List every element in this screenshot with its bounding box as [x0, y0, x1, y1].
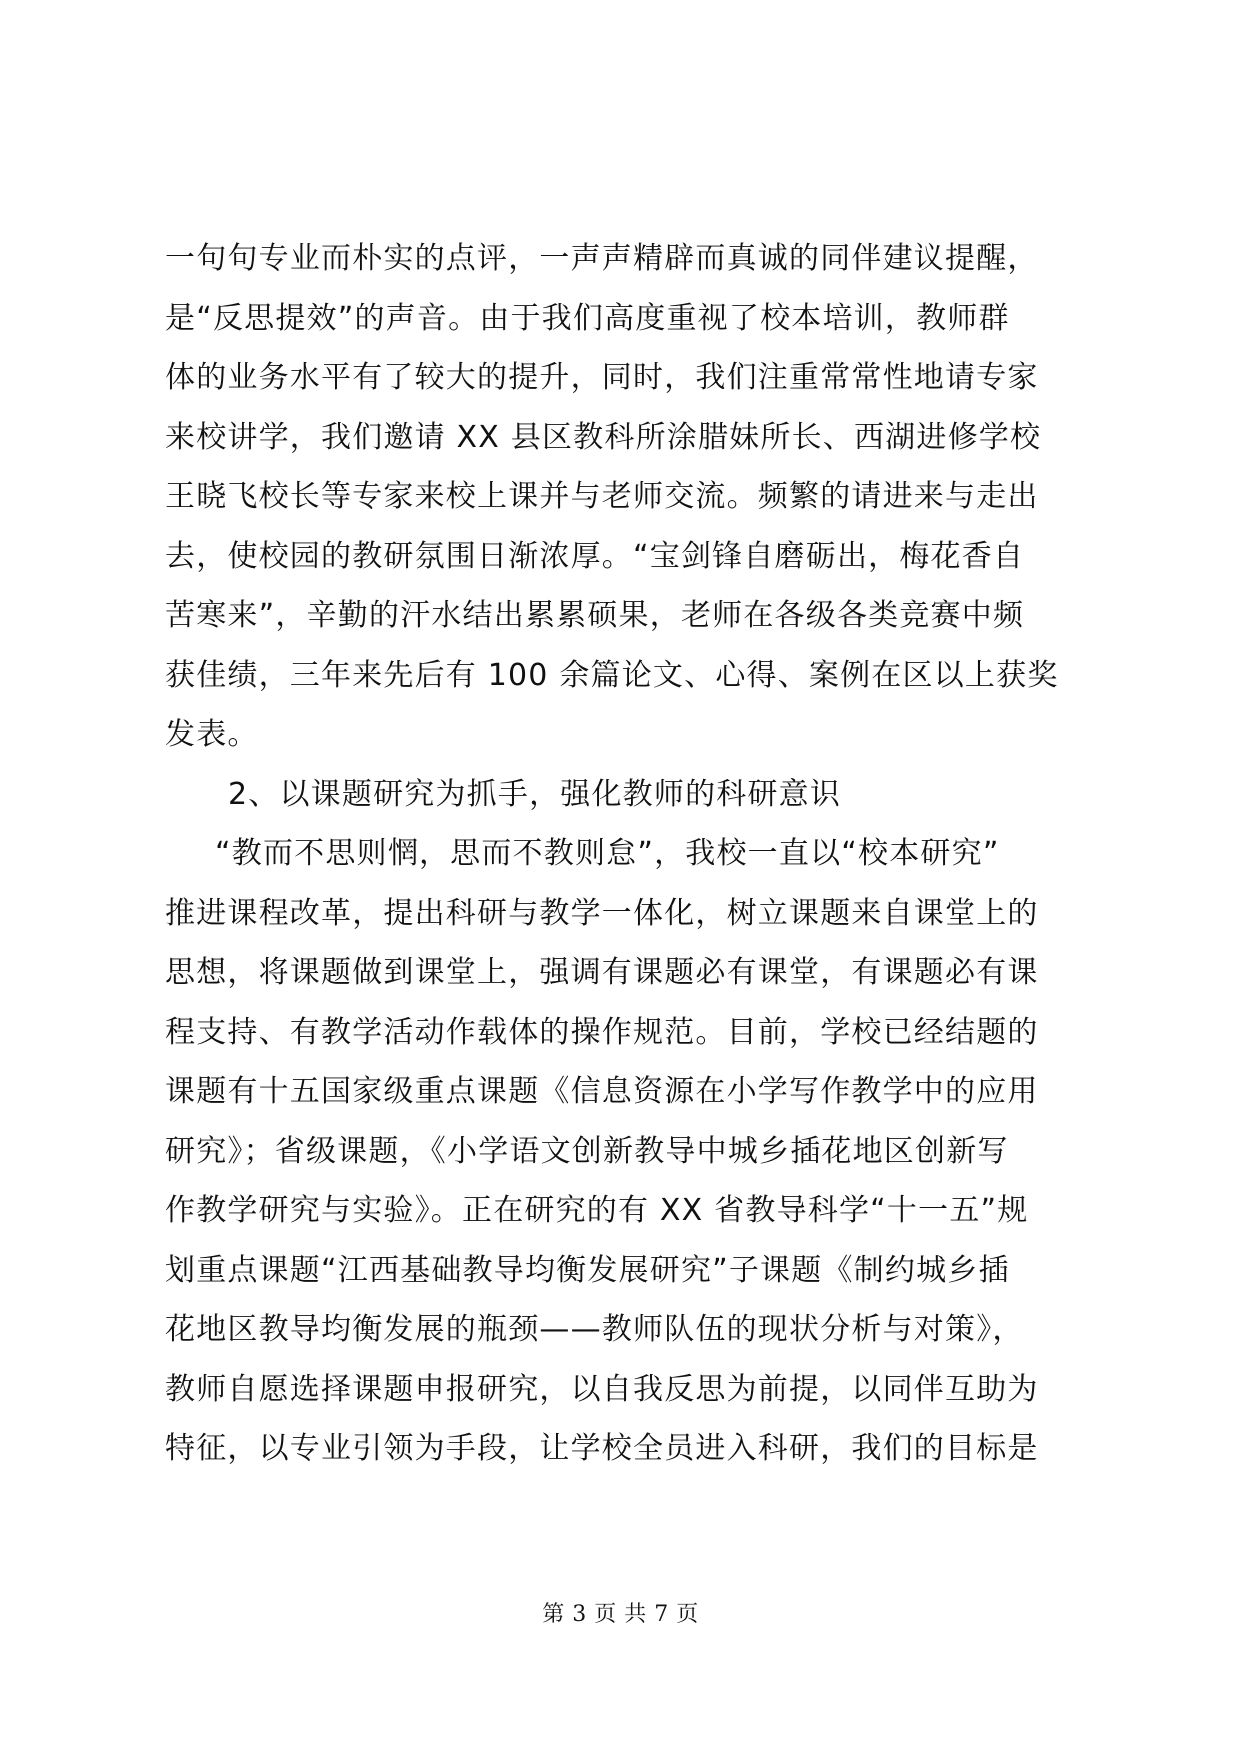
- text-line: 去，使校园的教研氛围日渐浓厚。“宝剑锋自磨砺出，梅花香自: [165, 538, 1025, 574]
- text-line: 程支持、有教学活动作载体的操作规范。目前，学校已经结题的: [165, 1014, 1039, 1050]
- page-number-footer: 第 3 页 共 7 页: [542, 1602, 699, 1627]
- text-line: 是“反思提效”的声音。由于我们高度重视了校本培训，教师群: [165, 300, 1010, 336]
- text-line: 苦寒来”，辛勤的汗水结出累累硕果，老师在各级各类竞赛中频: [165, 598, 1025, 633]
- text-line: 课题有十五国家级重点课题《信息资源在小学写作教学中的应用: [165, 1074, 1039, 1109]
- text-line: 划重点课题“江西基础教导均衡发展研究”子课题《制约城乡插: [165, 1252, 1010, 1288]
- body-text: [165, 229, 1085, 1479]
- text-line: 思想，将课题做到课堂上，强调有课题必有课堂，有课题必有课: [165, 955, 1039, 990]
- text-line: 体的业务水平有了较大的提升，同时，我们注重常常性地请专家: [165, 360, 1039, 395]
- text-line: 花地区教导均衡发展的瓶颈——教师队伍的现状分析与对策》，: [165, 1312, 1024, 1347]
- text-line: “教而不思则惘，思而不教则怠”，我校一直以“校本研究”: [215, 836, 1000, 871]
- text-line: 一句句专业而朴实的点评，一声声精辟而真诚的同伴建议提醒，: [165, 241, 1039, 276]
- text-line: 研究》；省级课题，《小学语文创新教导中城乡插花地区创新写: [165, 1133, 1009, 1169]
- section-heading: 2、以课题研究为抓手，强化教师的科研意识: [228, 776, 842, 812]
- text-line: 教师自愿选择课题申报研究，以自我反思为前提，以同伴互助为: [165, 1371, 1039, 1407]
- text-line: 特征，以专业引领为手段，让学校全员进入科研，我们的目标是: [165, 1431, 1039, 1466]
- text-line: 获佳绩，三年来先后有 100 余篇论文、心得、案例在区以上获奖: [165, 657, 1059, 693]
- text-line: 来校讲学，我们邀请 XX 县区教科所涂腊妹所长、西湖进修学校: [165, 419, 1042, 455]
- text-line: 王晓飞校长等专家来校上课并与老师交流。频繁的请进来与走出: [165, 479, 1039, 514]
- text-line: 作教学研究与实验》。正在研究的有 XX 省教导科学“十一五”规: [165, 1193, 1029, 1228]
- text-line: 推进课程改革，提出科研与教学一体化，树立课题来自课堂上的: [165, 895, 1039, 931]
- text-line: 发表。: [165, 717, 259, 752]
